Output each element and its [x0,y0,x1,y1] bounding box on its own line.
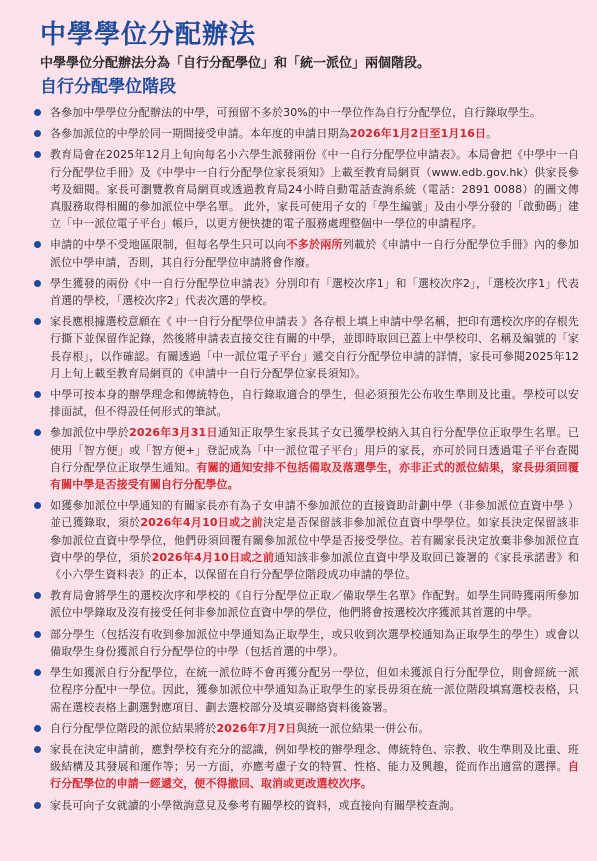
item-text: 申請的中學不受地區限制，但每名學生只可以向 [50,238,287,252]
item-text: 學生如獲派自行分配學位，在統一派位時不會再獲分配另一學位，但如未獲派自行分配學位，則會經統一派位程序分配中一學位。因此，獲參加派位中學通知為正取學生的家長毋須在統一派位階段填寫選校表格，只需在選校表格上劃選對應項目、劃去選校部分及填妥聯絡資料後簽署。 [50,666,579,714]
bullet-dot-icon [34,802,41,809]
list-item [32,146,579,232]
bullet-dot-icon [34,151,41,158]
highlighted-text: 2026年7月7日 [216,721,297,735]
item-text: 各參加中學學位分配辦法的中學，可預留不多於30%的中一學位作為自行分配學位，自行錄取學生。 [50,106,541,119]
highlighted-text: 2026年1月2日至1月16日 [349,127,487,141]
list-item [32,424,579,493]
item-text: 各參加派位的中學於同一期間接受申請。本年度的申請日期為 [50,127,350,141]
item-text: 家長應根據選校意願在《 中一自行分配學位申請表 》各存根上填上申請中學名稱，把印有選校次序的存根先行撕下並保留作記錄，然後將申請表直接交往有關的中學，並即時取回已蓋上中學校印、名稱及編號的「家長存根」，以作確認。有關透過「中一派位電子平台」遞交自行分配學位申請的詳情，家長可參閱2025年12月上旬上載至教育局網頁的《申請中一自行分配學位家長須知》。 [50,315,579,380]
item-text: 部分學生（包括沒有收到參加派位中學通知為正取學生，或只收到次選學校通知為正取學生的學生）或會以備取學生身份獲派自行分配學位的中學（包括首選的中學）。 [50,627,579,658]
bullet-dot-icon [34,502,41,509]
item-text: 如獲參加派位中學通知的有關家長亦有為子女申請不參加派位的直接資助計劃中學（非參加派位直資中學 ）並已獲錄取，須於 [50,499,579,530]
bullet-dot-icon [34,391,41,398]
item-text: 自行分配學位階段的派位結果將於 [50,721,217,735]
section-heading: 自行分配學位階段 [40,77,176,97]
bullet-dot-icon [34,631,41,638]
bullet-dot-icon [34,318,41,325]
item-text: 列載於《申請中一自行分配學位手冊》內的參加派位中學申請，否則，其自行分配學位申請將會作廢。 [50,238,579,269]
list-item [32,236,579,270]
highlighted-text: 2026年4月10日或之前 [151,550,275,564]
highlighted-text: 有關的通知安排不包括備取及落選學生，亦非正式的派位結果，家長毋須回覆有關中學是否接受有關自行分配學位。 [50,460,579,492]
list-item [32,497,579,583]
highlighted-text: 2026年4月10日或之前 [140,516,263,530]
item-text: 。 [486,127,498,141]
bullet-dot-icon [34,592,41,599]
bullet-dot-icon [34,746,41,753]
item-text: 家長在決定申請前，應對學校有充分的認識，例如學校的辦學理念、傳統特色、宗教、收生準則及比重、班級結構及其發展和運作等；另一方面，亦應考慮子女的特質、性格、能力及興趣，從而作出適當的選擇。 [50,742,579,774]
item-text: 參加派位中學於 [50,426,130,440]
list-item [32,720,579,737]
bullet-dot-icon [34,241,41,248]
list-item [32,386,579,420]
list-item [32,125,579,142]
item-text: 通知該非參加派位直資中學及取回已簽署的《家長承諾書》和《小六學生資料表》的正本，以保留在自行分配學位階段成功申請的學位。 [50,550,579,582]
item-text: 教育局會將學生的選校次序和學校的《自行分配學位正取／備取學生名單》作配對。如學生同時獲兩所參加派位中學錄取及沒有接受任何非參加派位直資中學的學位，他們將會按選校次序獲派其首選的中學。 [50,589,579,620]
list-item [32,313,579,382]
intro-text: 中學學位分配辦法分為「自行分配學位」和「統一派位」兩個階段。 [40,56,431,71]
bullet-dot-icon [34,109,41,116]
bullet-dot-icon [34,280,41,287]
item-text: 與統一派位結果一併公布。 [296,721,430,735]
item-text: 通知正取學生家長其子女已獲學校納入其自行分配學位正取學生名單。已使用「智方便」或「智方便+」登記成為「中一派位電子平台」用戶的家長，亦可於同日透過電子平台查閱自行分配學位正取學生通知。 [50,426,580,474]
page-title: 中學學位分配辦法 [40,20,257,50]
list-item [32,797,579,814]
list-item [32,626,579,660]
bullet-dot-icon [34,669,41,676]
item-text: 中學可按本身的辦學理念和傳統特色，自行錄取適合的學生，但必須預先公布收生準則及比重。學校可以安排面試，但不得設任何形式的筆試。 [50,388,579,419]
list-item [32,741,579,793]
bullet-dot-icon [34,725,41,732]
list-item [32,587,579,621]
item-text: 家長可向子女就讀的小學徵詢意見及參考有關學校的資料，或直接向有關學校查詢。 [50,798,461,812]
list-item [32,275,579,309]
item-text: 教育局會在2025年12月上旬向每名小六學生派發兩份《中一自行分配學位申請表》。本局會把《中學中一自行分配學位手冊》及《中學中一自行分配學位家長須知》上載至教育局網頁（www.edb.gov.hk）供家長參考及細閱。家長可瀏覽教育局網頁或透過教育局24小時自動電話查詢系統（電話：2891 0088）的圖文傳真服務取得相關的參加派位中學名單。 此外，家長可使用子女的「學生編號」及由小學分發的「啟動碼」建立「中一派位電子平台」帳戶，以更方便快捷的電子服務處理整個中一學位的申請程序。 [50,148,579,231]
highlighted-text: 自行分配學位的申請一經遞交，便不得撤回、取消或更改選校次序。 [50,760,579,791]
highlighted-text: 不多於兩所 [286,238,343,252]
bullet-dot-icon [34,130,41,137]
highlighted-text: 2026年3月31日 [129,426,218,440]
item-text: 學生獲發的兩份《中一自行分配學位申請表》分別印有「選校次序1」和「選校次序2」，「選校次序1」代表首選的學校，「選校次序2」代表次選的學校。 [50,276,579,308]
bullet-dot-icon [34,429,41,436]
list-item [32,664,579,716]
item-text: 決定是否保留該非參加派位直資中學學位。如家長決定保留該非參加派位直資中學學位，他們毋須回覆有關參加派位中學是否接受學位。若有關家長決定放棄非參加派位直資中學的學位，須於 [50,516,579,564]
bullet-list [32,104,579,814]
list-item [32,104,579,121]
